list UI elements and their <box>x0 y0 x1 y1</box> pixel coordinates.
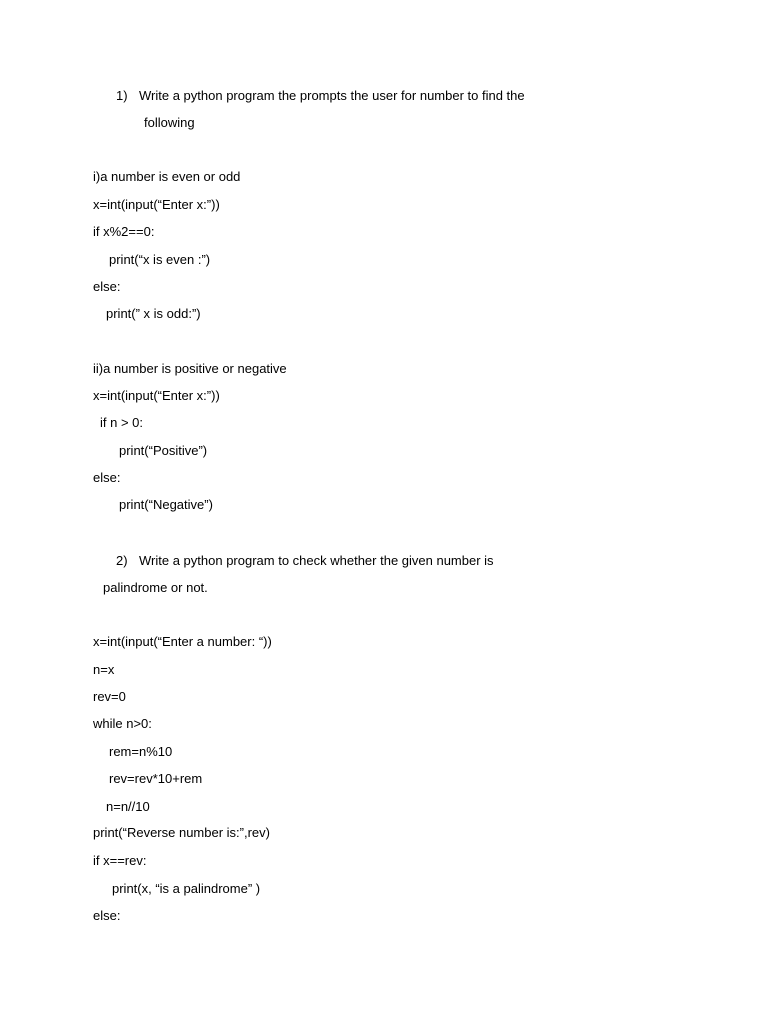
question-1-text-line-2: following <box>144 115 195 130</box>
palindrome-code-line: n=x <box>93 662 115 677</box>
part-i-code-line: print(” x is odd:”) <box>106 306 201 321</box>
question-2-text-line-2: palindrome or not. <box>103 580 208 595</box>
part-i-code-line: if x%2==0: <box>93 224 155 239</box>
question-2-number: 2) <box>116 553 128 568</box>
palindrome-code-line: rev=rev*10+rem <box>109 771 203 786</box>
palindrome-code-line: n=n//10 <box>106 799 150 814</box>
palindrome-code-line: print(x, “is a palindrome” ) <box>112 881 261 896</box>
part-ii-code-line: if n > 0: <box>100 415 143 430</box>
question-1-text-line-1: Write a python program the prompts the user for number to find the <box>139 88 525 103</box>
palindrome-code-line: if x==rev: <box>93 853 147 868</box>
part-i-heading: i)a number is even or odd <box>93 169 241 184</box>
palindrome-code-line: print(“Reverse number is:”,rev) <box>93 825 270 840</box>
part-ii-code-line: print(“Positive”) <box>119 443 208 458</box>
palindrome-code-line: rev=0 <box>93 689 126 704</box>
palindrome-code-line: rem=n%10 <box>109 744 173 759</box>
part-ii-heading: ii)a number is positive or negative <box>93 361 287 376</box>
part-ii-code-line: print(“Negative”) <box>119 497 213 512</box>
question-2-text-line-1: Write a python program to check whether the given number is <box>139 553 494 568</box>
palindrome-code-line: else: <box>93 908 121 923</box>
palindrome-code-line: while n>0: <box>93 716 152 731</box>
question-1-number: 1) <box>116 88 128 103</box>
part-ii-code-line: else: <box>93 470 121 485</box>
palindrome-code-line: x=int(input(“Enter a number: “)) <box>93 634 272 649</box>
part-i-code-line: else: <box>93 279 121 294</box>
part-i-code-line: x=int(input(“Enter x:”)) <box>93 197 220 212</box>
part-ii-code-line: x=int(input(“Enter x:”)) <box>93 388 220 403</box>
part-i-code-line: print(“x is even :”) <box>109 252 211 267</box>
